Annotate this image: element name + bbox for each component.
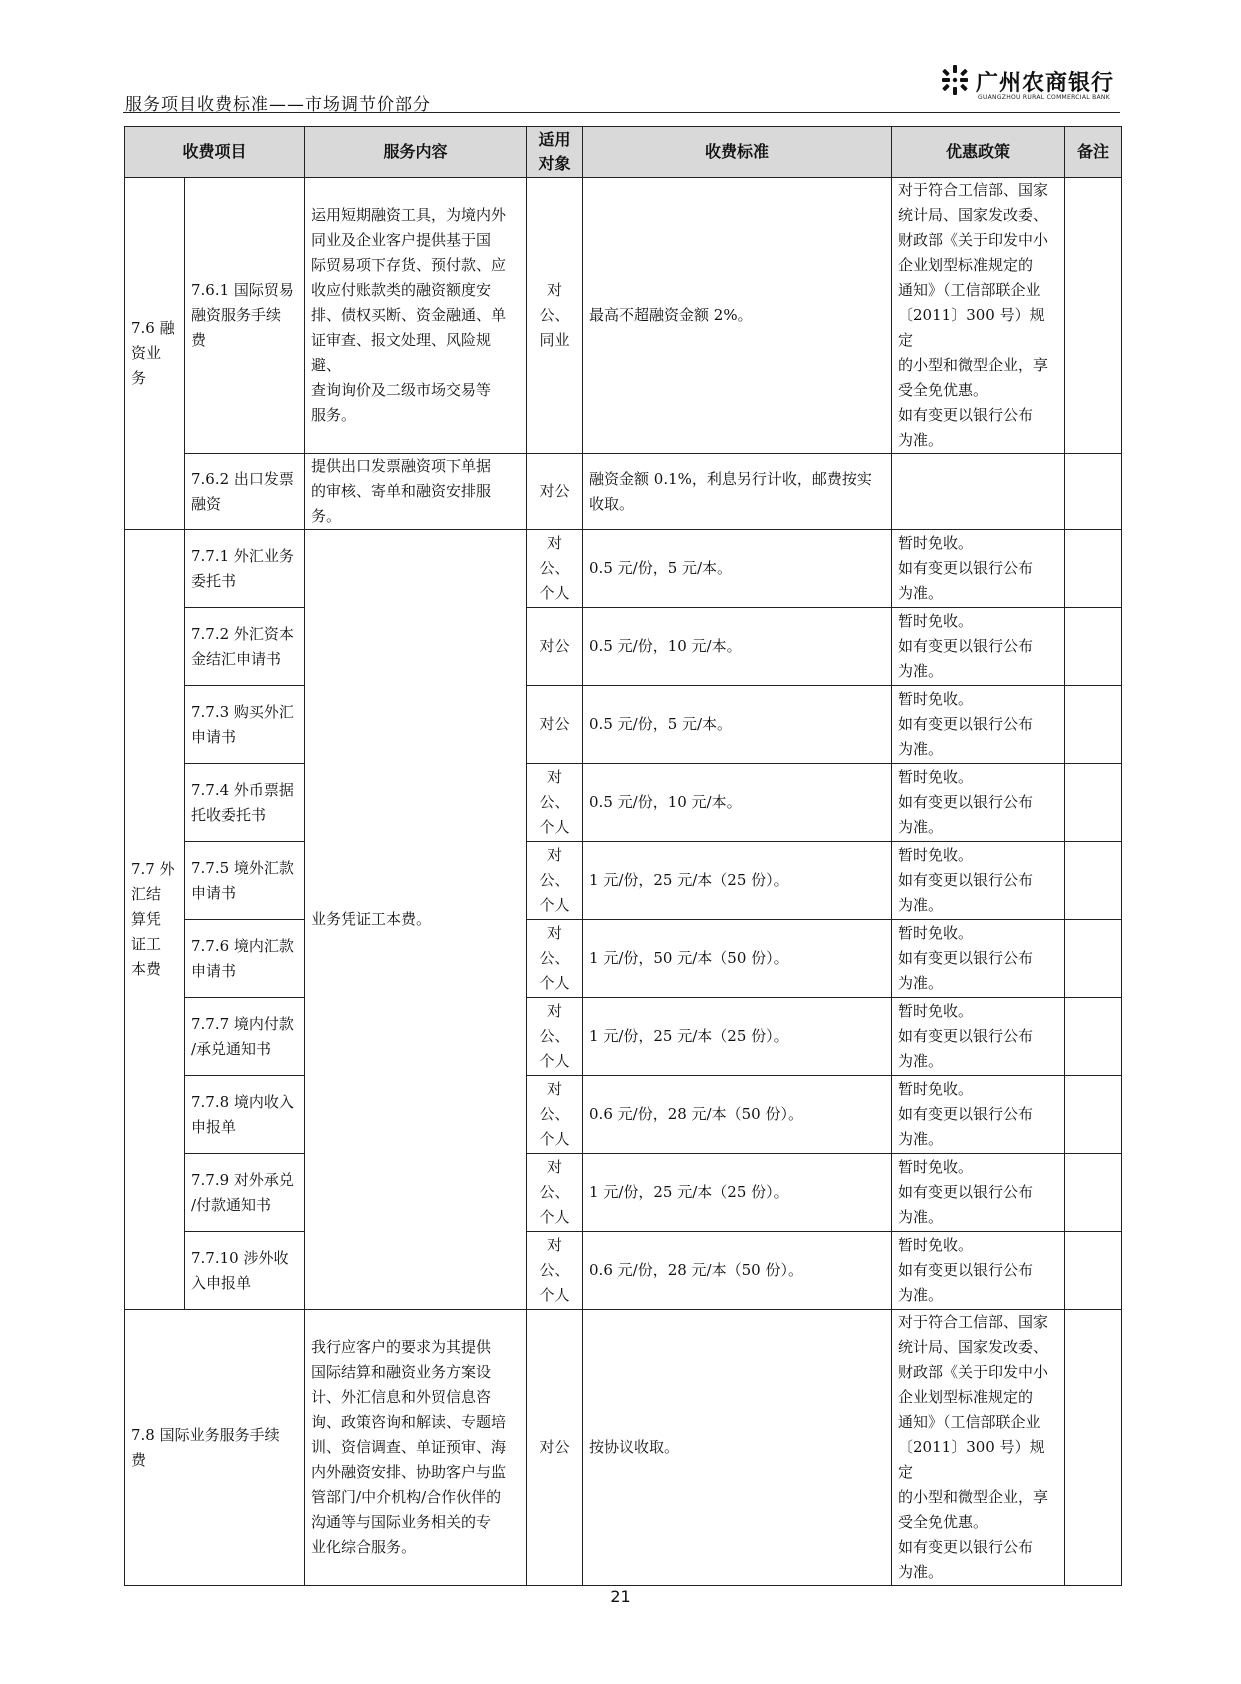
remark-cell xyxy=(1065,764,1122,842)
table-row xyxy=(125,1154,1122,1232)
target-cell: 对公、 个人 xyxy=(527,842,583,920)
policy-cell: 暂时免收。 如有变更以银行公布 为准。 xyxy=(892,920,1065,998)
policy-cell: 暂时免收。 如有变更以银行公布 为准。 xyxy=(892,686,1065,764)
item-cell: 7.7.9 对外承兑 /付款通知书 xyxy=(185,1154,305,1232)
standard-cell: 0.5 元/份，10 元/本。 xyxy=(583,764,892,842)
policy-cell: 对于符合工信部、国家 统计局、国家发改委、 财政部《关于印发中小 企业划型标准规定的 通知》（工信部联企业 〔2011〕300 号）规定 的小型和微型企业，享 受全免优惠。 如有变更以银行公布 为准。 xyxy=(892,178,1065,454)
target-cell: 对公、 个人 xyxy=(527,1076,583,1154)
header-target: 适用 对象 xyxy=(527,127,583,178)
table-row xyxy=(125,1076,1122,1154)
policy-cell: 暂时免收。 如有变更以银行公布 为准。 xyxy=(892,608,1065,686)
remark-cell xyxy=(1065,842,1122,920)
target-cell: 对公 xyxy=(527,1310,583,1586)
table-row xyxy=(125,1232,1122,1310)
header-fee-item: 收费项目 xyxy=(125,127,305,178)
page-header-title: 服务项目收费标准——市场调节价部分 xyxy=(125,95,431,115)
table-row xyxy=(125,178,1122,454)
item-cell: 7.7.6 境内汇款 申请书 xyxy=(185,920,305,998)
page-number: 21 xyxy=(610,1587,631,1606)
target-cell: 对公、 个人 xyxy=(527,1232,583,1310)
header-fee-standard: 收费标准 xyxy=(583,127,892,178)
target-cell: 对公、 个人 xyxy=(527,998,583,1076)
bank-name-cn: 广州农商银行 xyxy=(976,71,1115,96)
table-row xyxy=(125,764,1122,842)
standard-cell: 1 元/份，25 元/本（25 份）。 xyxy=(583,842,892,920)
remark-cell xyxy=(1065,178,1122,454)
target-cell: 对公、 同业 xyxy=(527,178,583,454)
remark-cell xyxy=(1065,608,1122,686)
remark-cell xyxy=(1065,454,1122,530)
table-row xyxy=(125,920,1122,998)
header-service-content: 服务内容 xyxy=(305,127,527,178)
table-row xyxy=(125,686,1122,764)
item-cell: 7.7.8 境内收入 申报单 xyxy=(185,1076,305,1154)
item-cell: 7.7.5 境外汇款 申请书 xyxy=(185,842,305,920)
standard-cell: 0.5 元/份，5 元/本。 xyxy=(583,530,892,608)
table-row xyxy=(125,998,1122,1076)
table-row xyxy=(125,1310,1122,1586)
policy-cell: 暂时免收。 如有变更以银行公布 为准。 xyxy=(892,1232,1065,1310)
content-cell: 运用短期融资工具，为境内外 同业及企业客户提供基于国 际贸易项下存货、预付款、应 收应付账款类的融资额度安 排、债权买断、资金融通、单 证审查、报文处理、风险规避、 查询询价及二级市场交易等 服务。 xyxy=(305,178,527,454)
target-cell: 对公、 个人 xyxy=(527,920,583,998)
standard-cell: 最高不超融资金额 2%。 xyxy=(583,178,892,454)
item-cell: 7.6.2 出口发票 融资 xyxy=(185,454,305,530)
header-policy: 优惠政策 xyxy=(892,127,1065,178)
content-cell: 提供出口发票融资项下单据 的审核、寄单和融资安排服 务。 xyxy=(305,454,527,530)
target-cell: 对公、 个人 xyxy=(527,530,583,608)
bank-name-en: GUANGZHOU RURAL COMMERCIAL BANK xyxy=(978,94,1110,101)
target-cell: 对公、 个人 xyxy=(527,1154,583,1232)
target-cell: 对公 xyxy=(527,686,583,764)
item-cell: 7.7.4 外币票据 托收委托书 xyxy=(185,764,305,842)
policy-cell: 暂时免收。 如有变更以银行公布 为准。 xyxy=(892,842,1065,920)
remark-cell xyxy=(1065,1310,1122,1586)
bank-logo xyxy=(938,63,1120,109)
remark-cell xyxy=(1065,1076,1122,1154)
standard-cell: 0.6 元/份，28 元/本（50 份）。 xyxy=(583,1076,892,1154)
standard-cell: 按协议收取。 xyxy=(583,1310,892,1586)
table-row xyxy=(125,608,1122,686)
item-cell: 7.7.10 涉外收 入申报单 xyxy=(185,1232,305,1310)
remark-cell xyxy=(1065,530,1122,608)
table-row xyxy=(125,842,1122,920)
item-cell: 7.7.3 购买外汇 申请书 xyxy=(185,686,305,764)
content-cell: 我行应客户的要求为其提供 国际结算和融资业务方案设 计、外汇信息和外贸信息咨 询、政策咨询和解读、专题培 训、资信调查、单证预审、海 内外融资安排、协助客户与监 管部门/中介机构/合作伙伴的 沟通等与国际业务相关的专 业化综合服务。 xyxy=(305,1310,527,1586)
item-cell: 7.7.7 境内付款 /承兑通知书 xyxy=(185,998,305,1076)
policy-cell: 暂时免收。 如有变更以银行公布 为准。 xyxy=(892,1154,1065,1232)
policy-cell: 暂时免收。 如有变更以银行公布 为准。 xyxy=(892,530,1065,608)
item-cell: 7.7.2 外汇资本 金结汇申请书 xyxy=(185,608,305,686)
group-7-7: 7.7 外 汇结 算凭 证工 本费 xyxy=(125,530,185,1310)
target-cell: 对公、 个人 xyxy=(527,764,583,842)
remark-cell xyxy=(1065,686,1122,764)
target-cell: 对公 xyxy=(527,608,583,686)
policy-cell: 暂时免收。 如有变更以银行公布 为准。 xyxy=(892,764,1065,842)
table-row xyxy=(125,530,1122,608)
remark-cell xyxy=(1065,1232,1122,1310)
standard-cell: 0.5 元/份，5 元/本。 xyxy=(583,686,892,764)
standard-cell: 1 元/份，50 元/本（50 份）。 xyxy=(583,920,892,998)
standard-cell: 0.6 元/份，28 元/本（50 份）。 xyxy=(583,1232,892,1310)
policy-cell xyxy=(892,454,1065,530)
item-cell: 7.7.1 外汇业务 委托书 xyxy=(185,530,305,608)
item-cell: 7.6.1 国际贸易 融资服务手续 费 xyxy=(185,178,305,454)
table-row xyxy=(125,454,1122,530)
fee-table xyxy=(124,126,1122,1586)
policy-cell: 暂时免收。 如有变更以银行公布 为准。 xyxy=(892,1076,1065,1154)
remark-cell xyxy=(1065,1154,1122,1232)
standard-cell: 融资金额 0.1%，利息另行计收，邮费按实 收取。 xyxy=(583,454,892,530)
target-cell: 对公 xyxy=(527,454,583,530)
standard-cell: 1 元/份，25 元/本（25 份）。 xyxy=(583,998,892,1076)
standard-cell: 0.5 元/份，10 元/本。 xyxy=(583,608,892,686)
standard-cell: 1 元/份，25 元/本（25 份）。 xyxy=(583,1154,892,1232)
bank-logo-icon xyxy=(938,63,972,107)
header-divider xyxy=(123,112,1120,113)
group-7-6: 7.6 融 资业 务 xyxy=(125,178,185,530)
content-cell: 业务凭证工本费。 xyxy=(305,530,527,1310)
item-cell: 7.8 国际业务服务手续 费 xyxy=(125,1310,305,1586)
table-header-row xyxy=(125,127,1122,178)
remark-cell xyxy=(1065,998,1122,1076)
policy-cell: 对于符合工信部、国家 统计局、国家发改委、 财政部《关于印发中小 企业划型标准规定的 通知》（工信部联企业 〔2011〕300 号）规定 的小型和微型企业，享 受全免优惠。 如有变更以银行公布 为准。 xyxy=(892,1310,1065,1586)
remark-cell xyxy=(1065,920,1122,998)
header-remark: 备注 xyxy=(1065,127,1122,178)
policy-cell: 暂时免收。 如有变更以银行公布 为准。 xyxy=(892,998,1065,1076)
